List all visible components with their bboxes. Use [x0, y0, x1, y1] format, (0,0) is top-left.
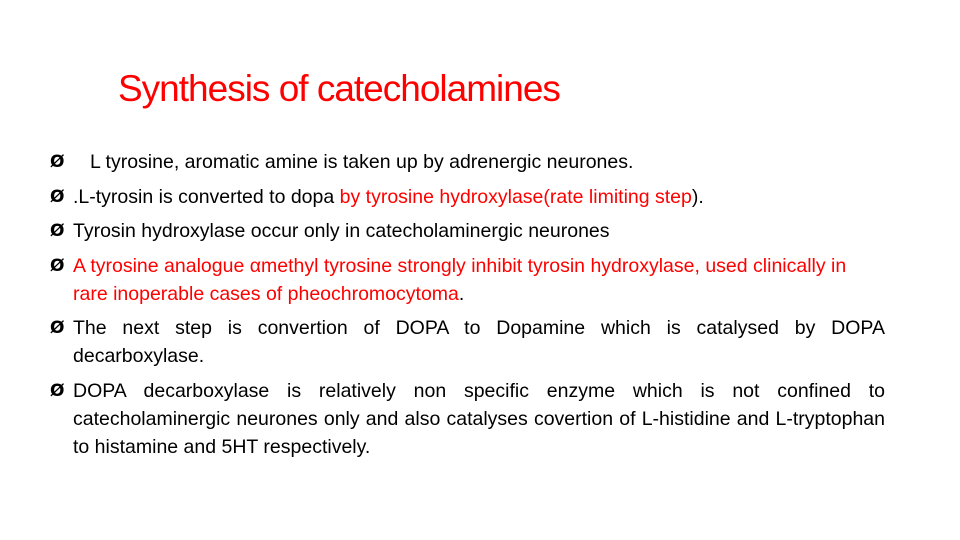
bullet-text-highlight: A tyrosine analogue αmethyl tyrosine strongly inhibit tyrosin hydroxylase, used clinically in rare inoperable cases of pheochromocytoma — [73, 254, 847, 305]
arrow-bullet-icon: Ø — [50, 186, 65, 207]
arrow-bullet-icon: Ø — [50, 318, 65, 338]
arrow-bullet-icon: Ø — [50, 255, 65, 276]
bullet-text: The next step is convertion of DOPA to Dopamine which is catalysed by DOPA decarboxylase. — [73, 317, 885, 367]
bullet-item — [50, 183, 885, 211]
arrow-bullet-icon: Ø — [50, 152, 65, 172]
bullet-list — [50, 148, 885, 467]
arrow-bullet-icon: Ø — [50, 380, 65, 401]
arrow-bullet-icon: Ø — [50, 221, 65, 241]
bullet-item — [50, 377, 885, 461]
bullet-text-highlight: by tyrosine hydroxylase(rate limiting step — [339, 185, 692, 208]
slide-title: Synthesis of catecholamines — [118, 68, 560, 109]
bullet-text: Tyrosin hydroxylase occur only in catecholaminergic neurones — [73, 220, 610, 242]
bullet-item — [50, 217, 885, 245]
bullet-item — [50, 314, 885, 370]
bullet-item — [50, 148, 885, 176]
bullet-item — [50, 252, 885, 308]
bullet-text: L tyrosine, aromatic amine is taken up by adrenergic neurones. — [90, 151, 634, 173]
bullet-text: .L-tyrosin is converted to dopa — [73, 185, 340, 208]
bullet-text: ). — [691, 185, 704, 208]
bullet-text: . — [458, 282, 465, 305]
bullet-text: DOPA decarboxylase is relatively non specific enzyme which is not confined to catecholaminergic neurones only and also catalyses covertion of L-histidine and L-tryptophan to histamine and 5HT respectively. — [73, 379, 885, 458]
